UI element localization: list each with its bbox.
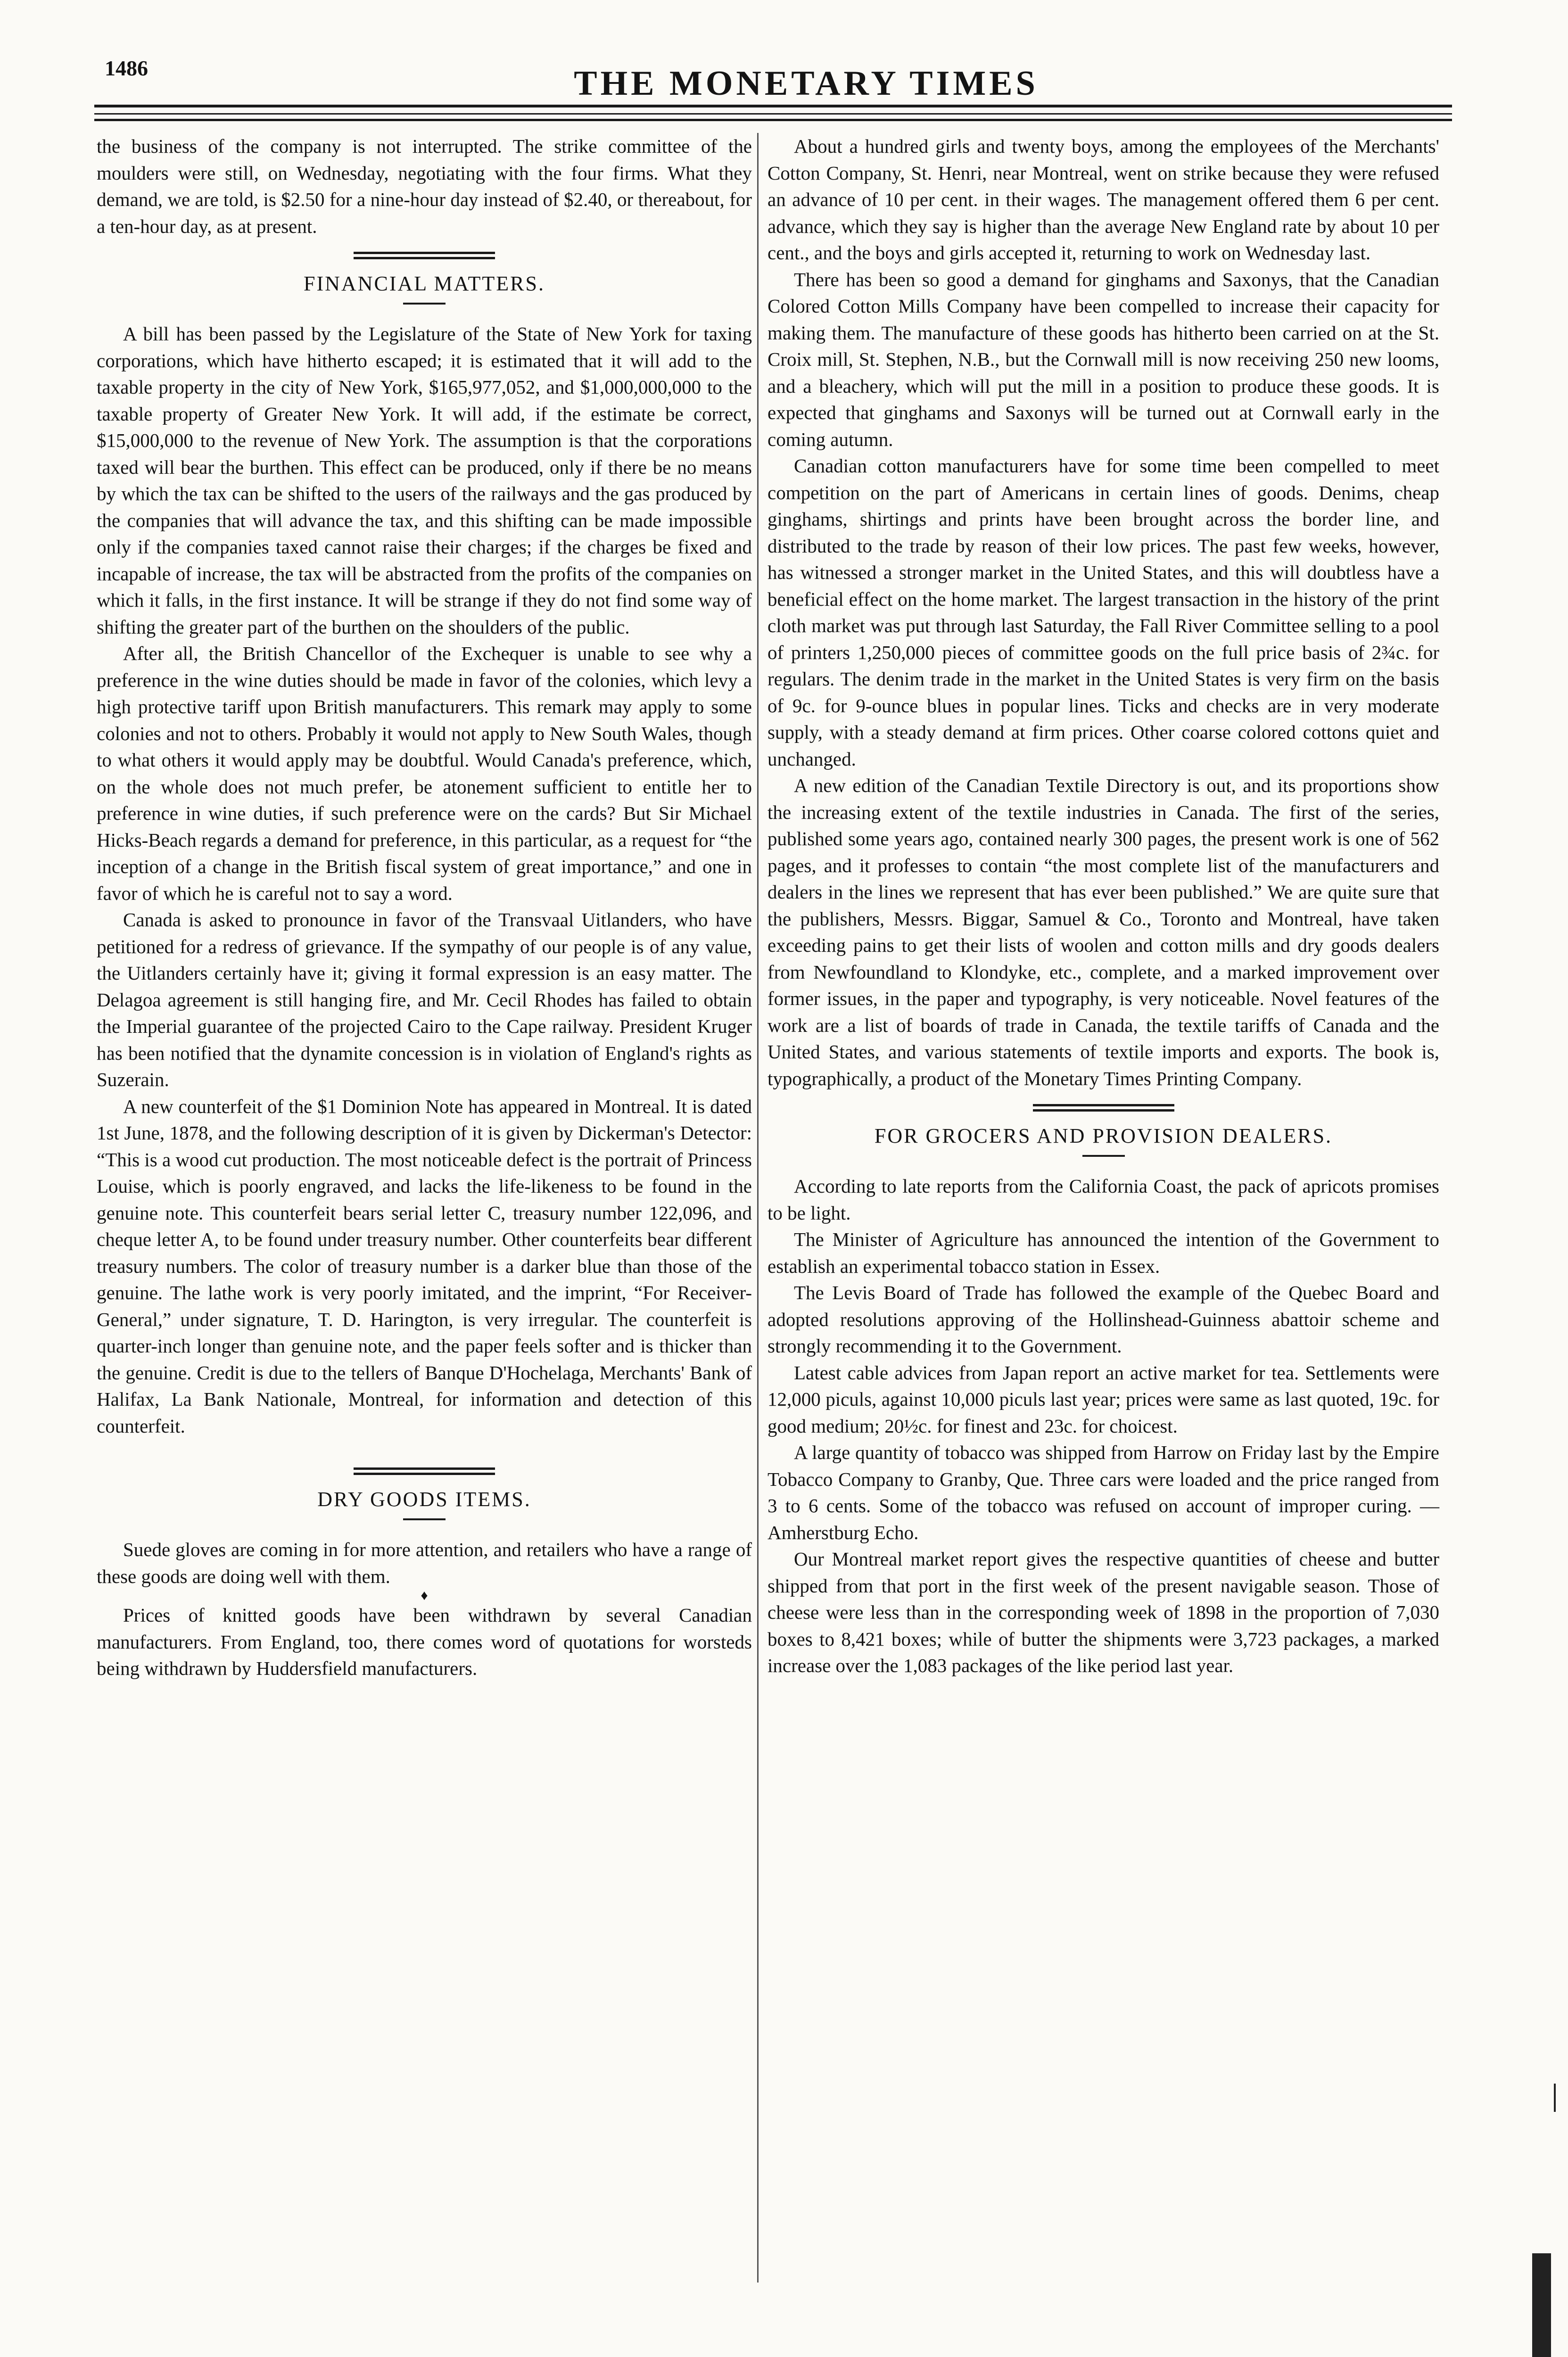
header-rule-thick — [94, 105, 1452, 107]
article-paragraph: There has been so good a demand for ginghams and Saxonys, that the Canadian Colored Cotton Mills Company have been compelled to increase their capacity for making them. The manufacture of these goods has hitherto been carried on at the St. Croix mill, St. Stephen, N.B., but the Cornwall mill is now receiving 250 new looms, and a bleachery, which will put the mill in a position to produce these goods. It is expected that ginghams and Saxonys will be turned out at Cornwall early in the coming autumn. — [767, 268, 1439, 450]
masthead-title: THE MONETARY TIMES — [574, 64, 1039, 103]
header-rule-thin — [94, 113, 1452, 115]
page-number: 1486 — [105, 56, 148, 80]
article-paragraph: The Levis Board of Trade has followed the example of the Quebec Board and adopted resolutions approving of the Hollinshead-Guinness abattoir scheme and strongly recommending it to the Government. — [767, 1282, 1439, 1357]
left-column — [97, 133, 752, 1682]
heading-underline — [403, 303, 446, 305]
article-paragraph: A new edition of the Canadian Textile Directory is out, and its proportions show the increasing extent of the textile industries in Canada. The first of the series, published some years ago, contained nearly 300 pages, the present work is one of 562 pages, and it professes to contain “the most complete list of the manufacturers and dealers in the lines we represent that has ever been published.” We are quite sure that the publishers, Messrs. Biggar, Samuel & Co., Toronto and Montreal, have taken exceeding pains to get their lists of woolen and cotton mills and dry goods dealers from Newfoundland to Klondyke, etc., complete, and a marked improvement over former issues, in the paper and typography, is very noticeable. Novel features of the work are a list of boards of trade in Canada, the textile tariffs of Canada and the United States, and various statements of textile imports and exports. The book is, typographically, a product of the Monetary Times Printing Company. — [767, 775, 1439, 1089]
heading-underline — [403, 1518, 446, 1520]
ornament-bullet: ♦ — [421, 1588, 428, 1603]
article-paragraph: Canada is asked to pronounce in favor of the Transvaal Uitlanders, who have petitioned for a redress of grievance. If the sympathy of our people is of any value, the Uitlanders certainly have it; giving it formal expression is an easy matter. The Delagoa agreement is still hanging fire, and Mr. Cecil Rhodes has failed to obtain the Imperial guarantee of the projected Cairo to the Cape railway. President Kruger has been notified that the dynamite concession is in violation of England's rights as Suzerain. — [97, 909, 752, 1090]
section-divider — [354, 252, 495, 259]
scan-edge-mark — [1554, 2084, 1556, 2112]
article-paragraph: The Minister of Agriculture has announced the intention of the Government to establish an experimental tobacco station in Essex. — [767, 1228, 1439, 1277]
column-divider — [757, 133, 759, 2283]
article-paragraph: the business of the company is not interrupted. The strike committee of the moulders were still, on Wednesday, negotiating with the four firms. What they demand, we are told, is $2.50 for a nine-hour day instead of $2.40, or thereabout, for a ten-hour day, as at present. — [97, 135, 752, 237]
scan-edge-mark — [1532, 2253, 1551, 2357]
dry-goods-heading: DRY GOODS ITEMS. — [317, 1488, 531, 1511]
article-paragraph: About a hundred girls and twenty boys, among the employees of the Merchants' Cotton Company, St. Henri, near Montreal, went on strike because they were refused an advance of 10 per cent. in their wages. The management offered them 6 per cent. advance, which they say is higher than the average New England rate by about 10 per cent., and the boys and girls accepted it, returning to work on Wednesday last. — [767, 135, 1439, 264]
article-paragraph: A bill has been passed by the Legislature of the State of New York for taxing corporations, which have hitherto escaped; it is estimated that it will add to the taxable property in the city of New York, $165,977,052, and $1,000,000,000 to the taxable property of Greater New York. It will add, if the estimate be correct, $15,000,000 to the revenue of New York. The assumption is that the corporations taxed will bear the burthen. This effect can be produced, only if there be no means by which the tax can be shifted to the users of the railways and the gas produced by the companies that will advance the tax, and this shifting can be made impossible only if the companies taxed cannot raise their charges; if the charges be fixed and incapable of increase, the tax will be abstracted from the profits of the companies on which it falls, in the first instance. It will be strange if they do not find some way of shifting the greater part of the burthen on the shoulders of the public. — [97, 323, 752, 638]
section-divider — [354, 1467, 495, 1475]
section-divider — [1033, 1104, 1174, 1112]
article-paragraph: According to late reports from the California Coast, the pack of apricots promises to be light. — [767, 1175, 1439, 1224]
financial-matters-heading: FINANCIAL MATTERS. — [304, 272, 545, 295]
article-paragraph: Canadian cotton manufacturers have for some time been compelled to meet competition on the part of Americans in certain lines of goods. Denims, cheap ginghams, shirtings and prints have been brought across the border line, and distributed to the trade by reason of their low prices. The past few weeks, however, has witnessed a stronger market in the United States, and this will doubtless have a beneficial effect on the home market. The largest transaction in the history of the print cloth market was put through last Saturday, the Fall River Committee selling to a pool of printers 1,250,000 pieces of committee goods on the full price basis of 2¾c. for regulars. The denim trade in the market in the United States is very firm on the basis of 9c. for 9-ounce blues in popular lines. Ticks and checks are in very moderate supply, with a steady demand at firm prices. Other coarse colored cottons quiet and unchanged. — [767, 455, 1439, 770]
article-paragraph: After all, the British Chancellor of the Exchequer is unable to see why a preference in the wine duties should be made in favor of the colonies, which levy a high protective tariff upon British manufacturers. This remark may apply to some colonies and not to others. Probably it would not apply to New South Wales, though to what others it would apply may be doubtful. Would Canada's preference, which, on the whole does not much prefer, be atonement sufficient to entitle her to preference in wine duties, if such preference were on the cards? But Sir Michael Hicks-Beach regards a demand for preference, in this particular, as a request for “the inception of a change in the British fiscal system of great importance,” and one in favor of which he is careful not to say a word. — [97, 643, 752, 904]
article-paragraph: A new counterfeit of the $1 Dominion Note has appeared in Montreal. It is dated 1st June, 1878, and the following description of it is given by Dickerman's Detector: “This is a wood cut production. The most noticeable defect is the portrait of Princess Louise, which is poorly engraved, and lacks the life-likeness to be found in the genuine note. This counterfeit bears serial letter C, treasury number 122,096, and cheque letter A, to be found under treasury number. Other counterfeits bear different treasury numbers. The color of treasury number is a darker blue than those of the genuine. The lathe work is very poorly imitated, and the imprint, “For Receiver-General,” under signature, T. D. Harington, is very irregular. The counterfeit is quarter-inch longer than genuine note, and the paper feels softer and is thicker than the genuine. Credit is due to the tellers of Banque D'Hochelaga, Merchants' Bank of Halifax, La Bank Nationale, Montreal, for information and detection of this counterfeit. — [97, 1095, 752, 1437]
article-paragraph: A large quantity of tobacco was shipped from Harrow on Friday last by the Empire Tobacco Company to Granby, Que. Three cars were loaded and the price ranged from 3 to 6 cents. Some of the tobacco was refused on account of improper curing. —Amherstburg Echo. — [767, 1442, 1439, 1543]
grocers-heading: FOR GROCERS AND PROVISION DEALERS. — [874, 1124, 1333, 1147]
right-column — [767, 133, 1439, 1679]
header-rule-thick-lower — [94, 119, 1452, 121]
heading-underline — [1082, 1155, 1125, 1157]
article-paragraph: Our Montreal market report gives the respective quantities of cheese and butter shipped from that port in the first week of the present navigable season. Those of cheese were less than in the corresponding week of 1898 in the proportion of 7,030 boxes to 8,421 boxes; while of butter the shipments were 3,723 packages, a marked increase over the 1,083 packages of the like period last year. — [767, 1548, 1439, 1676]
article-paragraph: Suede gloves are coming in for more attention, and retailers who have a range of these goods are doing well with them. — [97, 1539, 752, 1587]
article-paragraph: Latest cable advices from Japan report an active market for tea. Settlements were 12,000 piculs, against 10,000 piculs last year; prices were same as last quoted, 19c. for good medium; 20½c. for finest and 23c. for choicest. — [767, 1361, 1439, 1437]
article-paragraph: Prices of knitted goods have been withdrawn by several Canadian manufacturers. From England, too, there comes word of quotations for worsteds being withdrawn by Huddersfield manufacturers. — [97, 1604, 752, 1679]
